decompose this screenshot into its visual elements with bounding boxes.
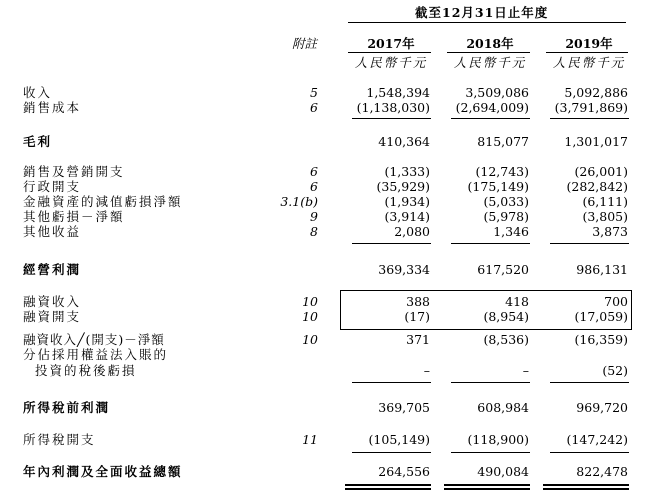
- cell-2019: (16,359): [574, 332, 628, 347]
- year-heading-2019: 2019年: [565, 36, 613, 51]
- subtotal-rule: [352, 118, 431, 119]
- cell-2017: (35,929): [376, 179, 430, 194]
- cell-2019: (6,111): [582, 194, 628, 209]
- cell-2019: 822,478: [576, 464, 628, 479]
- row-label: 毛利: [23, 134, 53, 149]
- cell-2018: (12,743): [475, 164, 529, 179]
- row-note: 9: [310, 209, 318, 224]
- row-label: 其他虧損－淨額: [23, 209, 125, 224]
- cell-2019: (3,791,869): [554, 100, 628, 115]
- cell-2017: 264,556: [378, 464, 430, 479]
- cell-2017: (17): [404, 309, 430, 324]
- subtotal-rule: [451, 243, 530, 244]
- cell-2018: 3,509,086: [465, 85, 529, 100]
- row-label: 金融資產的減值虧損淨額: [23, 194, 183, 209]
- currency-heading-2017: 人民幣千元: [354, 55, 428, 70]
- row-label: 所得稅前利潤: [23, 400, 111, 415]
- cell-2019: 986,131: [576, 262, 628, 277]
- period-heading: 截至12月31日止年度: [415, 5, 549, 20]
- period-rule: [348, 22, 626, 23]
- cell-2017: (1,333): [384, 164, 430, 179]
- subtotal-rule: [352, 243, 431, 244]
- row-label: 融資開支: [23, 309, 82, 324]
- row-note: 5: [310, 85, 318, 100]
- cell-2019: (147,242): [566, 432, 628, 447]
- cell-2018: (118,900): [467, 432, 529, 447]
- cell-2018: (8,536): [483, 332, 529, 347]
- cell-2017: (3,914): [384, 209, 430, 224]
- cell-2018: 418: [505, 294, 529, 309]
- cell-2018: (5,033): [483, 194, 529, 209]
- cell-2017: 2,080: [394, 224, 430, 239]
- row-label: 融資收入╱(開支)－淨額: [23, 332, 165, 347]
- subtotal-rule: [451, 118, 530, 119]
- row-note: 3.1(b): [280, 194, 318, 209]
- cell-2018: (5,978): [483, 209, 529, 224]
- row-label: 分佔採用權益法入賬的: [23, 347, 169, 362]
- cell-2017: (1,138,030): [356, 100, 430, 115]
- year-rule: [447, 52, 530, 53]
- cell-2019: (52): [602, 363, 628, 378]
- subtotal-rule: [451, 452, 530, 453]
- cell-2017: –: [423, 363, 430, 378]
- row-label: 收入: [23, 85, 53, 100]
- row-label: 銷售及營銷開支: [23, 164, 125, 179]
- cell-2019: (26,001): [574, 164, 628, 179]
- row-note: 11: [302, 432, 318, 447]
- cell-2018: 490,084: [477, 464, 529, 479]
- row-label: 經營利潤: [23, 262, 82, 277]
- year-rule: [546, 52, 628, 53]
- cell-2017: 371: [406, 332, 430, 347]
- cell-2018: 1,346: [493, 224, 529, 239]
- total-double-rule: [543, 484, 629, 486]
- note-column-heading: 附註: [292, 36, 318, 51]
- cell-2017: (1,934): [384, 194, 430, 209]
- row-note: 6: [310, 164, 318, 179]
- year-rule: [348, 52, 431, 53]
- row-note: 10: [302, 294, 318, 309]
- currency-heading-2018: 人民幣千元: [453, 55, 527, 70]
- subtotal-rule: [451, 382, 530, 383]
- row-note: 6: [310, 179, 318, 194]
- row-label: 其他收益: [23, 224, 82, 239]
- currency-heading-2019: 人民幣千元: [552, 55, 626, 70]
- cell-2019: (282,842): [566, 179, 628, 194]
- cell-2019: 969,720: [576, 400, 628, 415]
- cell-2017: 1,548,394: [366, 85, 430, 100]
- subtotal-rule: [550, 452, 629, 453]
- cell-2018: 617,520: [477, 262, 529, 277]
- subtotal-rule: [550, 243, 629, 244]
- cell-2017: 369,705: [378, 400, 430, 415]
- total-double-rule: [345, 484, 431, 486]
- year-heading-2017: 2017年: [367, 36, 415, 51]
- row-label: 年內利潤及全面收益總額: [23, 464, 183, 479]
- row-note: 10: [302, 309, 318, 324]
- cell-2019: 3,873: [592, 224, 628, 239]
- cell-2019: 1,301,017: [564, 134, 628, 149]
- cell-2019: (17,059): [574, 309, 628, 324]
- cell-2017: 410,364: [378, 134, 430, 149]
- subtotal-rule: [550, 118, 629, 119]
- total-double-rule: [444, 488, 530, 490]
- cell-2018: 608,984: [477, 400, 529, 415]
- cell-2018: (2,694,009): [455, 100, 529, 115]
- cell-2017: 388: [406, 294, 430, 309]
- row-note: 6: [310, 100, 318, 115]
- total-double-rule: [444, 484, 530, 486]
- cell-2018: 815,077: [477, 134, 529, 149]
- row-label: 投資的稅後虧損: [35, 363, 137, 378]
- total-double-rule: [543, 488, 629, 490]
- cell-2018: (175,149): [467, 179, 529, 194]
- cell-2019: 700: [604, 294, 628, 309]
- cell-2018: –: [522, 363, 529, 378]
- cell-2019: 5,092,886: [564, 85, 628, 100]
- cell-2017: (105,149): [368, 432, 430, 447]
- row-note: 8: [310, 224, 318, 239]
- subtotal-rule: [352, 382, 431, 383]
- cell-2019: (3,805): [582, 209, 628, 224]
- year-heading-2018: 2018年: [466, 36, 514, 51]
- row-label: 所得稅開支: [23, 432, 96, 447]
- row-note: 10: [302, 332, 318, 347]
- row-label: 融資收入: [23, 294, 82, 309]
- subtotal-rule: [550, 382, 629, 383]
- subtotal-rule: [352, 452, 431, 453]
- cell-2018: (8,954): [483, 309, 529, 324]
- total-double-rule: [345, 488, 431, 490]
- cell-2017: 369,334: [378, 262, 430, 277]
- row-label: 行政開支: [23, 179, 82, 194]
- row-label: 銷售成本: [23, 100, 82, 115]
